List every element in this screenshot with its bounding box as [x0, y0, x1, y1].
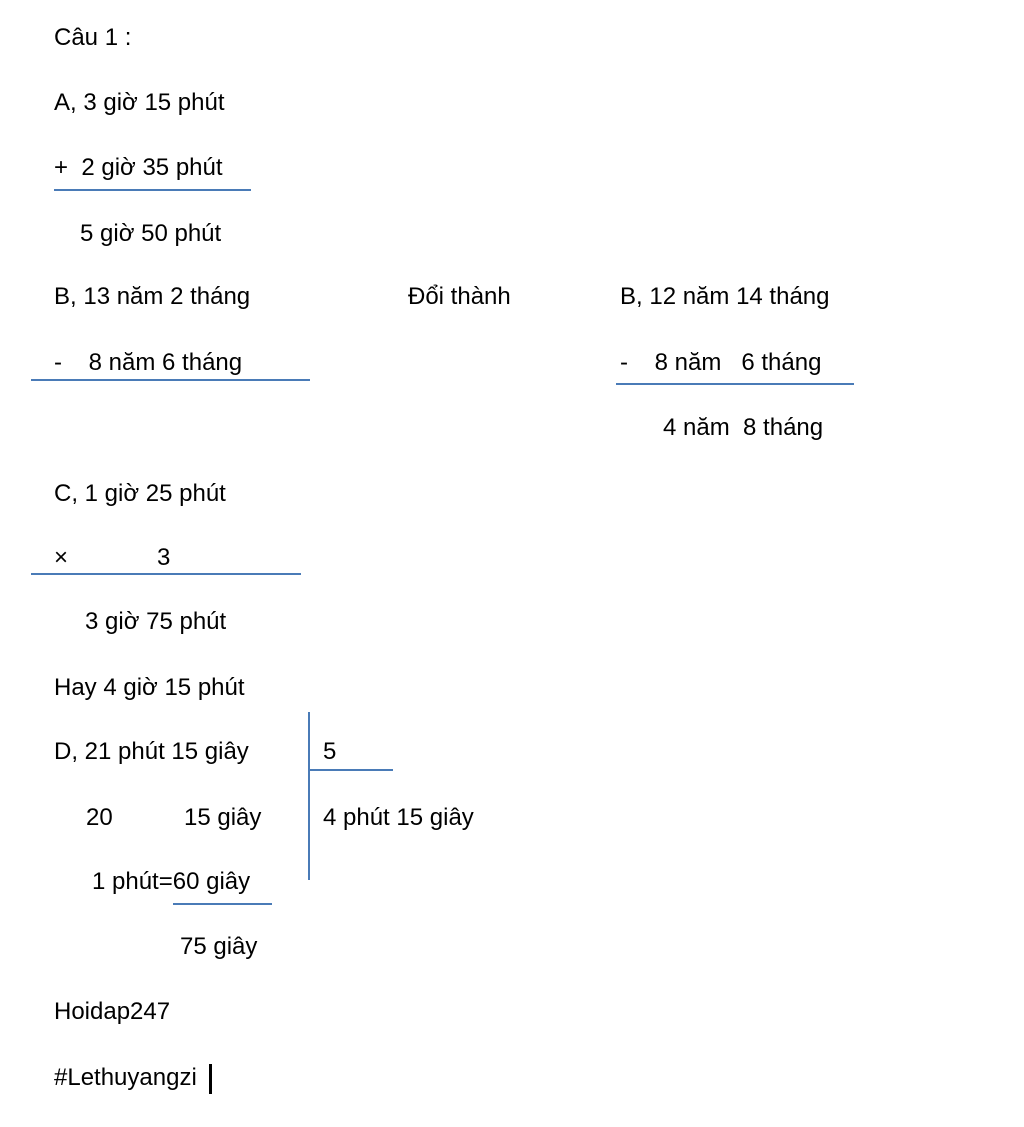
part-c-line1: C, 1 giờ 25 phút	[54, 480, 226, 507]
part-c-equivalent: Hay 4 giờ 15 phút	[54, 674, 245, 701]
part-d-remainder-minutes: 20	[86, 804, 113, 831]
part-a-line2: + 2 giờ 35 phút	[54, 154, 223, 181]
part-d-conversion: 1 phút=60 giây	[92, 868, 251, 895]
part-c-underline	[31, 573, 301, 575]
part-b-left-line1: B, 13 năm 2 tháng	[54, 283, 251, 310]
part-a-underline	[54, 189, 251, 191]
part-d-line1: D, 21 phút 15 giây	[54, 738, 249, 765]
multiply-sign: ×	[54, 544, 69, 571]
part-b-right-underline	[616, 383, 854, 385]
part-c-result: 3 giờ 75 phút	[85, 608, 227, 635]
part-b-right-line1: B, 12 năm 14 tháng	[620, 283, 830, 310]
convert-label: Đổi thành	[408, 283, 511, 310]
part-d-underline	[173, 903, 272, 905]
question-heading: Câu 1 :	[54, 24, 132, 51]
part-d-sum: 75 giây	[180, 933, 258, 960]
part-b-right-result: 4 năm 8 tháng	[663, 414, 824, 441]
text-cursor	[209, 1064, 212, 1094]
division-vertical-line	[308, 712, 310, 880]
part-c-multiplier: 3	[157, 544, 171, 571]
part-b-left-line2: - 8 năm 6 tháng	[54, 349, 243, 376]
source-text: Hoidap247	[54, 998, 171, 1025]
part-d-remainder-seconds: 15 giây	[184, 804, 262, 831]
division-divisor-line	[309, 769, 393, 771]
part-b-left-underline	[31, 379, 310, 381]
author-text: #Lethuyangzi	[54, 1064, 197, 1091]
part-a-line1: A, 3 giờ 15 phút	[54, 89, 225, 116]
part-b-right-line2: - 8 năm 6 tháng	[620, 349, 822, 376]
part-d-divisor: 5	[323, 738, 337, 765]
part-a-result: 5 giờ 50 phút	[80, 220, 222, 247]
part-d-quotient: 4 phút 15 giây	[323, 804, 474, 831]
